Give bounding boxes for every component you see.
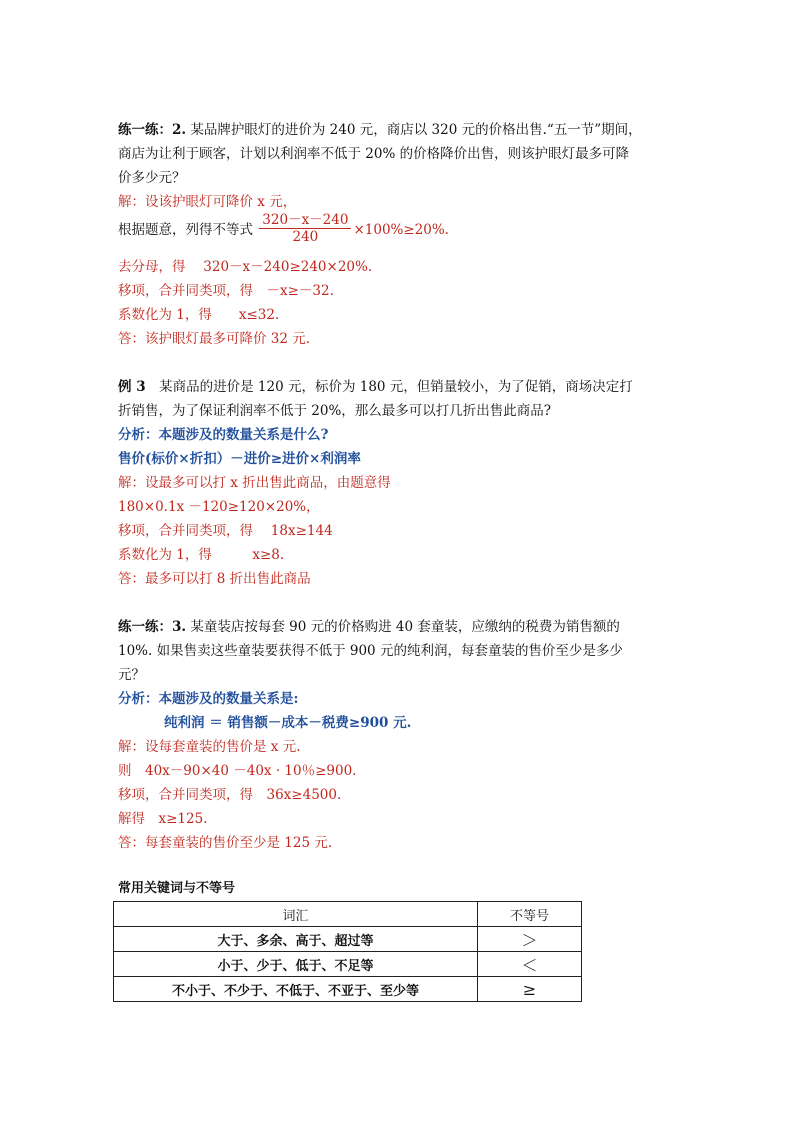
exercise-2-solution-2-prefix: 根据题意，列得不等式 <box>118 222 253 238</box>
table-header-words: 词汇 <box>114 902 478 927</box>
exercise-2-line-3: 价多少元？ <box>118 170 186 186</box>
exercise-3-line-1 <box>118 618 620 636</box>
exercise-3-label: 练一练：3. <box>118 619 187 635</box>
exercise-2-solution-3: 去分母，得 320－x－240≥240×20%. <box>118 259 373 275</box>
table-cell-words: 不小于、不少于、不低于、不亚于、至少等 <box>114 977 478 1002</box>
fraction-denominator: 240 <box>292 229 319 245</box>
exercise-2-solution-4: 移项，合并同类项，得 －x≥－32. <box>118 283 334 299</box>
table-row <box>114 952 582 977</box>
example-3-relation: 售价(标价×折扣）－进价≥进价×利润率 <box>118 451 361 467</box>
exercise-2-line-1 <box>118 121 642 139</box>
exercise-2-solution-2 <box>118 214 449 247</box>
table-row <box>114 977 582 1002</box>
example-3-solution-2: 180×0.1x －120≥120×20%， <box>118 499 320 515</box>
exercise-2-solution-1: 解：设该护眼灯可降价 x 元， <box>118 194 297 210</box>
exercise-3-text-1: 某童装店按每套 90 元的价格购进 40 套童装，应缴纳的税费为销售额的 <box>186 619 620 635</box>
inequality-fraction <box>259 212 351 245</box>
table-cell-symbol: ＜ <box>478 952 582 977</box>
exercise-3-solution-2: 则 40x－90×40 －40x · 10％≥900. <box>118 763 357 779</box>
exercise-2-line-2: 商店为让利于顾客，计划以利润率不低于 20% 的价格降价出售，则该护眼灯最多可降 <box>118 146 630 162</box>
exercise-2-answer: 答：该护眼灯最多可降价 32 元. <box>118 331 311 347</box>
example-3-line-2: 折销售，为了保证利润率不低于 20%，那么最多可以打几折出售此商品? <box>118 403 552 419</box>
exercise-2-solution-5: 系数化为 1，得 x≤32. <box>118 307 280 323</box>
example-3-solution-1: 解：设最多可以打 x 折出售此商品，由题意得 <box>118 475 391 491</box>
exercise-3-line-2: 10%. 如果售卖这些童装要获得不低于 900 元的纯利润，每套童装的售价至少是多少 <box>118 643 623 659</box>
table-cell-words: 大于、多余、高于、超过等 <box>114 927 478 952</box>
table-header-symbol: 不等号 <box>478 902 582 927</box>
example-3-solution-3: 移项，合并同类项，得 18x≥144 <box>118 523 333 539</box>
example-3-text-1: 某商品的进价是 120 元，标价为 180 元，但销量较小，为了促销，商场决定打 <box>145 379 633 395</box>
example-3-line-1 <box>118 378 633 396</box>
exercise-3-analysis: 分析：本题涉及的数量关系是: <box>118 691 299 707</box>
exercise-3-relation: 纯利润 ＝ 销售额－成本－税费≥900 元. <box>164 715 412 731</box>
fraction-numerator: 320－x－240 <box>259 212 351 229</box>
exercise-3-solution-3: 移项，合并同类项，得 36x≥4500. <box>118 787 342 803</box>
exercise-2-solution-2-suffix: ×100%≥20%. <box>353 222 449 238</box>
keywords-table <box>113 901 582 1002</box>
table-cell-words: 小于、少于、低于、不足等 <box>114 952 478 977</box>
exercise-3-solution-4: 解得 x≥125. <box>118 811 208 827</box>
table-row <box>114 927 582 952</box>
table-cell-symbol: ≥ <box>478 977 582 1002</box>
example-3-solution-4: 系数化为 1，得 x≥8. <box>118 547 285 563</box>
example-3-analysis: 分析：本题涉及的数量关系是什么? <box>118 427 329 443</box>
keywords-table-title: 常用关键词与不等号 <box>118 881 236 896</box>
table-cell-symbol: ＞ <box>478 927 582 952</box>
exercise-2-text-1: 某品牌护眼灯的进价为 240 元，商店以 320 元的价格出售.“五一节”期间， <box>186 122 642 138</box>
example-3-answer: 答：最多可以打 8 折出售此商品 <box>118 571 311 587</box>
exercise-3-answer: 答：每套童装的售价至少是 125 元. <box>118 835 333 851</box>
exercise-2-label: 练一练：2. <box>118 122 187 138</box>
exercise-3-solution-1: 解：设每套童装的售价是 x 元. <box>118 739 301 755</box>
table-header-row <box>114 902 582 927</box>
example-3-label: 例 3 <box>118 379 146 395</box>
exercise-3-line-3: 元？ <box>118 667 145 683</box>
